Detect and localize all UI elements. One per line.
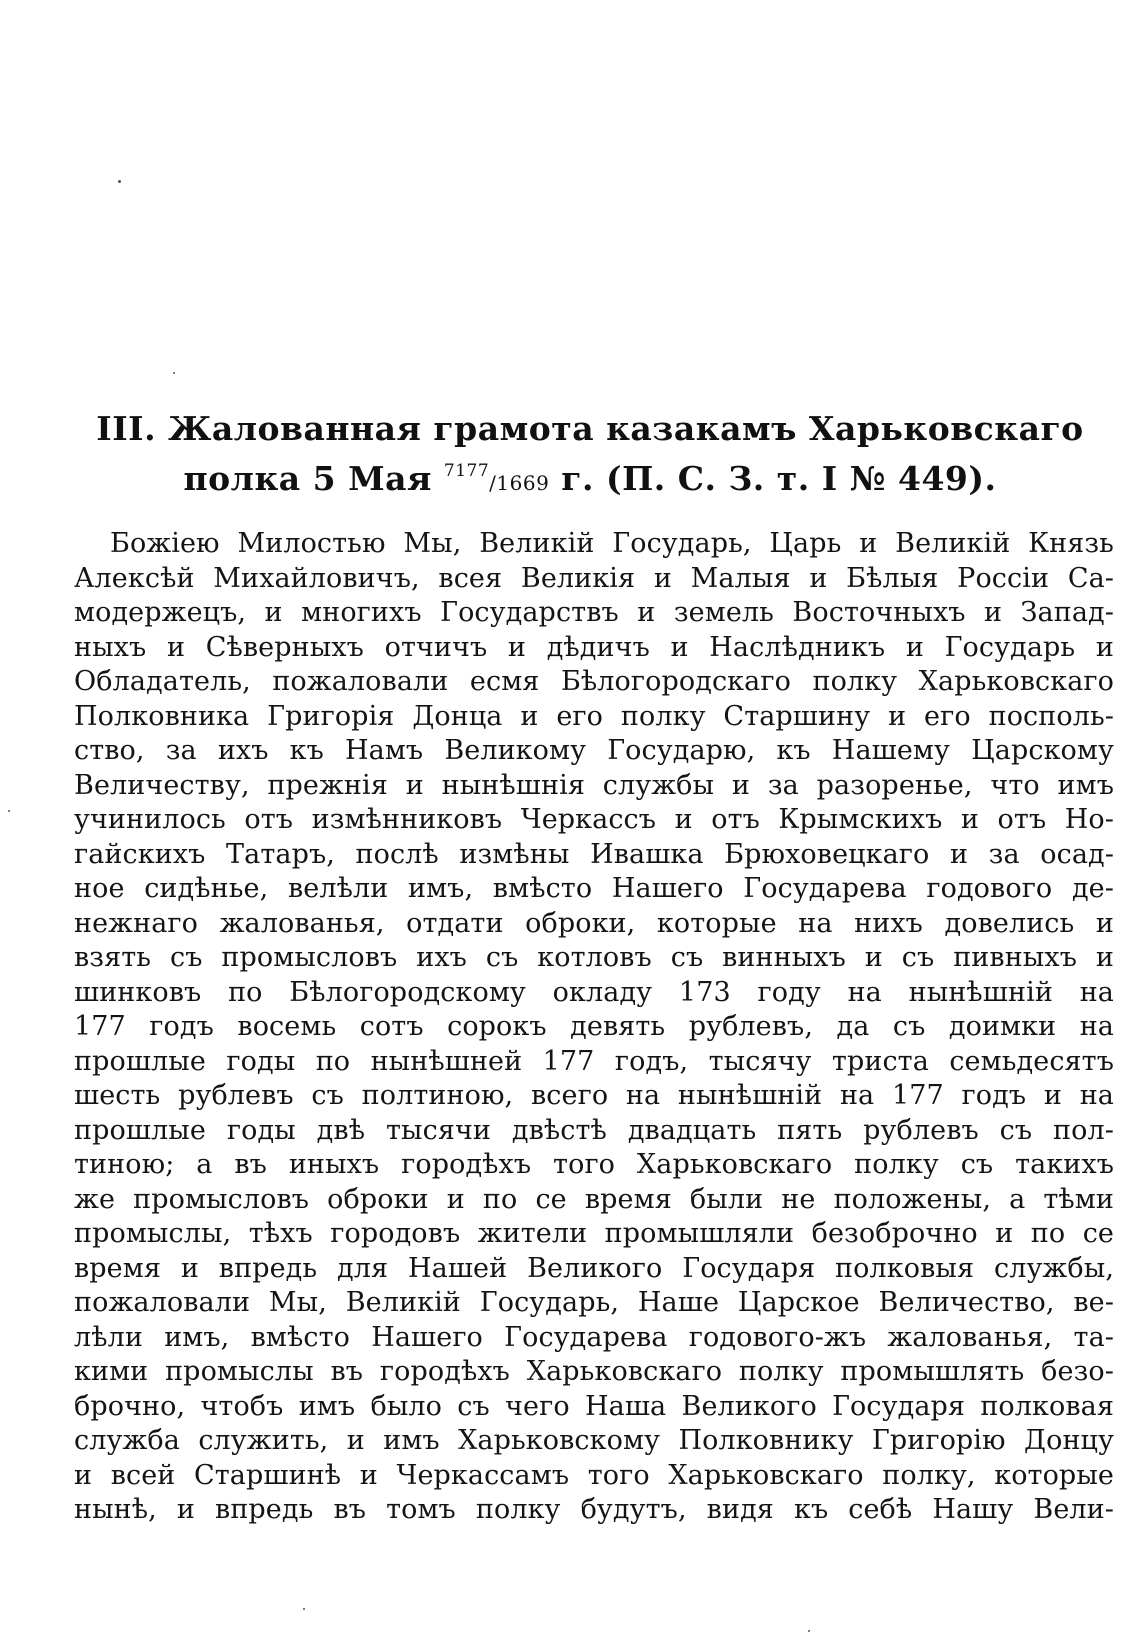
- text-line: пожаловали Мы, Великiй Государь, Наше Царское Величество, ве-: [74, 1287, 1114, 1318]
- text-line: гайскихъ Татаръ, послѣ измѣны Ивашка Брюховецкаго и за осад-: [74, 838, 1114, 870]
- text-line: модержецъ, и многихъ Государствъ и земель Восточныхъ и Запад-: [74, 597, 1114, 628]
- text-line: служба служить, и имъ Харьковскому Полковнику Григорiю Донцу: [74, 1425, 1114, 1456]
- text-line: ство, за ихъ къ Намъ Великому Государю, къ Нашему Царскому: [74, 735, 1114, 766]
- scan-speck: [173, 372, 175, 374]
- text-line: нынѣ, и впредь въ томъ полку будутъ, видя къ себѣ Нашу Вели-: [74, 1494, 1114, 1525]
- text-line: нежнаго жалованья, отдати оброки, которые на нихъ довелись и: [74, 907, 1114, 939]
- text-line: Величеству, прежнiя и нынѣшнiя службы и за разоренье, что имъ: [74, 769, 1114, 801]
- text-line: прошлые годы по нынѣшней 177 годъ, тысячу триста семьдесятъ: [74, 1045, 1114, 1077]
- text-line: и всей Старшинѣ и Черкассамъ того Харьковскаго полку, которые: [74, 1459, 1114, 1491]
- heading-line-2-end: г. (П. С. З. т. I № 449).: [549, 459, 997, 498]
- heading-line-2: [60, 454, 1120, 508]
- heading-fraction-denominator: 1669: [496, 471, 550, 495]
- heading-fraction-slash: /: [489, 471, 497, 495]
- text-line: промыслы, тѣхъ городовъ жители промышляли безоброчно и по се: [74, 1218, 1114, 1249]
- text-line: взять съ промысловъ ихъ съ котловъ съ винныхъ и съ пивныхъ и: [74, 942, 1114, 973]
- scan-speck: [8, 810, 10, 812]
- heading-line-1: III. Жалованная грамота казакамъ Харьковскаго: [96, 409, 1084, 448]
- text-line: Алексѣй Михайловичъ, всея Великiя и Малыя и Бѣлыя Россiи Са-: [74, 562, 1114, 594]
- text-line: ныхъ и Сѣверныхъ отчичъ и дѣдичъ и Наслѣдникъ и Государь и: [74, 631, 1114, 663]
- scan-speck: [118, 180, 121, 183]
- text-line: же промысловъ оброки и по се время были не положены, а тѣми: [74, 1183, 1114, 1215]
- heading-fraction-numerator: 7177: [443, 461, 490, 481]
- text-line: кими промыслы въ городѣхъ Харьковскаго полку промышлять безо-: [74, 1356, 1114, 1387]
- text-line: брочно, чтобъ имъ было съ чего Наша Великого Государя полковая: [74, 1390, 1114, 1422]
- text-line: шесть рублевъ съ полтиною, всего на нынѣшнiй на 177 годъ и на: [74, 1080, 1114, 1111]
- text-line: шинковъ по Бѣлогородскому окладу 173 году на нынѣшнiй на: [74, 976, 1114, 1008]
- scan-speck: [303, 1608, 305, 1610]
- text-line: Божiею Милостью Мы, Великiй Государь, Царь и Великiй Князь: [110, 528, 1114, 559]
- text-line: учинилось отъ измѣнниковъ Черкассъ и отъ Крымскихъ и отъ Но-: [74, 804, 1114, 835]
- document-heading: [60, 404, 1120, 508]
- text-line: время и впредь для Нашей Великого Государя полковыя службы,: [74, 1252, 1114, 1284]
- scan-speck: [808, 1630, 810, 1632]
- text-line: Полковника Григорiя Донца и его полку Старшину и его посполь-: [74, 700, 1114, 732]
- document-body: [74, 527, 1114, 1528]
- text-line: 177 годъ восемь сотъ сорокъ девять рублевъ, да съ доимки на: [74, 1011, 1114, 1042]
- text-line: тиною; а въ иныхъ городѣхъ того Харьковскаго полку съ такихъ: [74, 1149, 1114, 1180]
- text-line: прошлые годы двѣ тысячи двѣстѣ двадцать пять рублевъ съ пол-: [74, 1114, 1114, 1146]
- text-line: лѣли имъ, вмѣсто Нашего Государева годового-жъ жалованья, та-: [74, 1321, 1114, 1353]
- text-line: ное сидѣнье, велѣли имъ, вмѣсто Нашего Государева годового де-: [74, 873, 1114, 904]
- text-line: Обладатель, пожаловали есмя Бѣлогородскаго полку Харьковскаго: [74, 666, 1114, 697]
- heading-line-2-start: полка 5 Мая: [183, 459, 444, 498]
